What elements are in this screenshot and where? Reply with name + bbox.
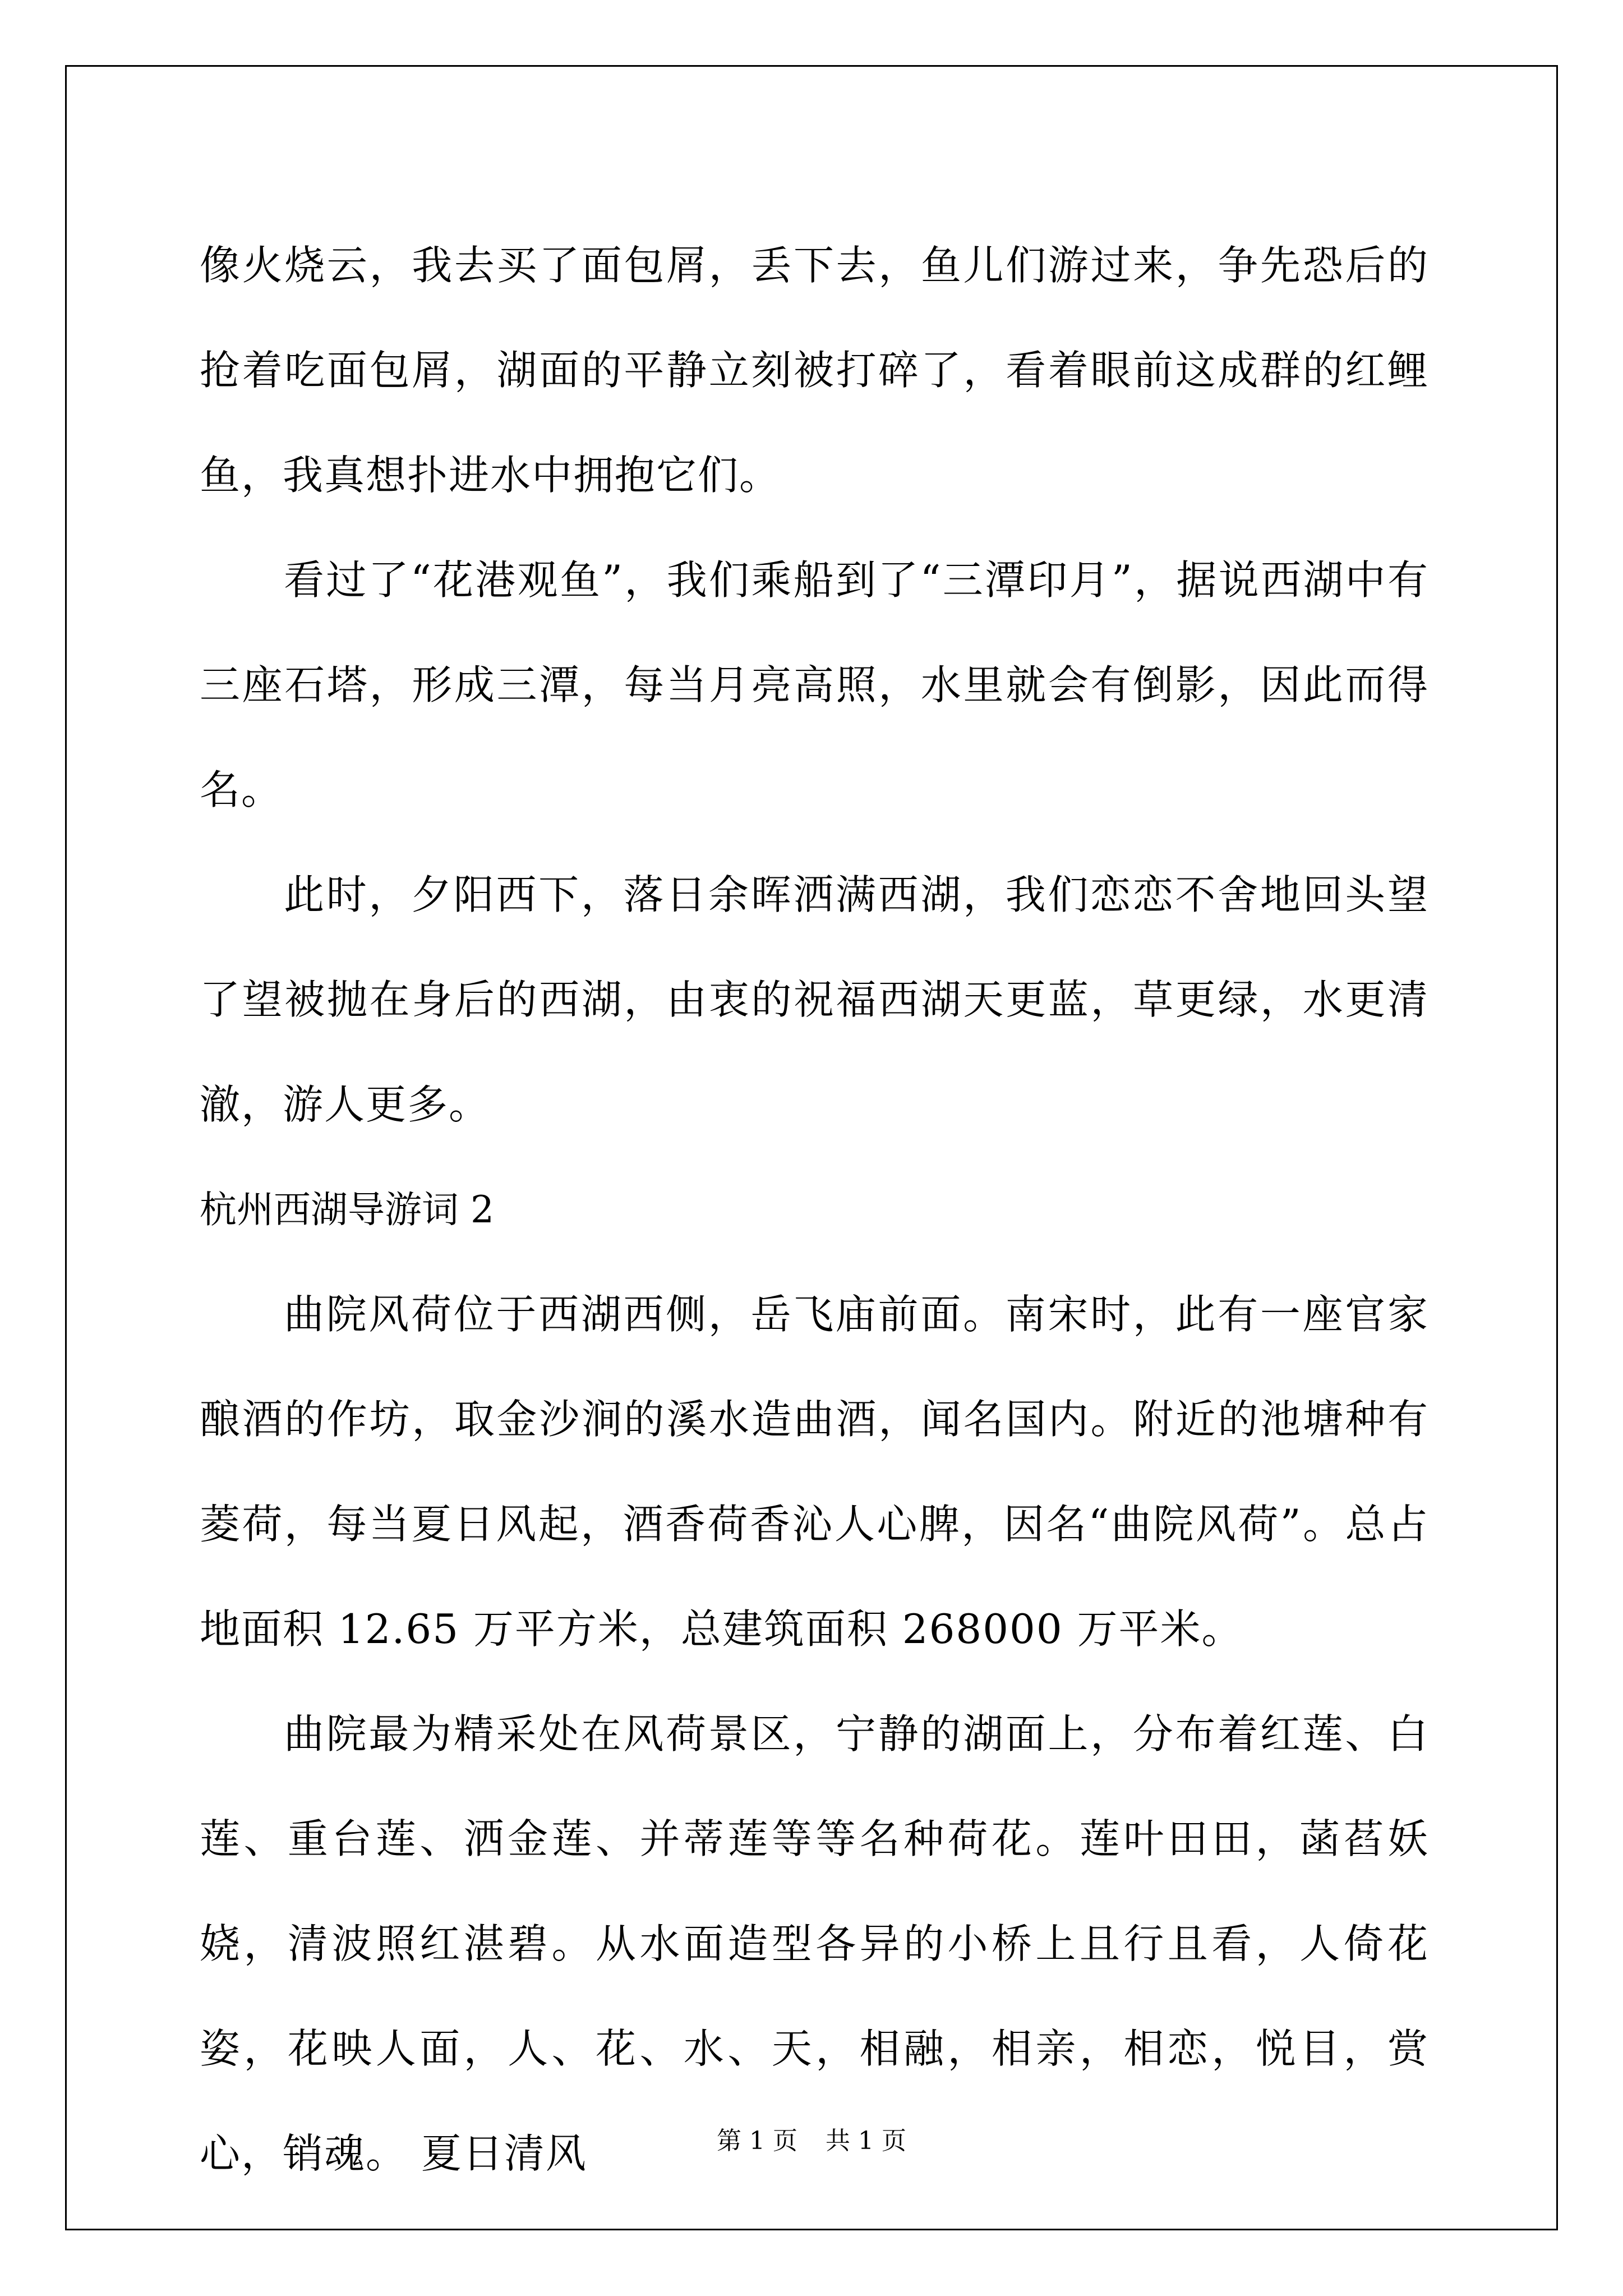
paragraph-1: 像火烧云，我去买了面包屑，丢下去，鱼儿们游过来，争先恐后的抢着吃面包屑，湖面的平静立刻被打碎了，看着眼前这成群的红鲤鱼，我真想扑进水中拥抱它们。 bbox=[200, 242, 1429, 499]
page-footer bbox=[0, 2120, 1623, 2156]
paragraph-3: 此时，夕阳西下，落日余晖洒满西湖，我们恋恋不舍地回头望了望被抛在身后的西湖，由衷的祝福西湖天更蓝，草更绿，水更清澈，游人更多。 bbox=[200, 871, 1429, 1128]
document-body bbox=[200, 213, 1429, 2206]
section-title: 杭州西湖导游词 2 bbox=[200, 1188, 494, 1231]
page-total: 共 1 页 bbox=[826, 2127, 906, 2155]
paragraph-2: 看过了“花港观鱼”，我们乘船到了“三潭印月”，据说西湖中有三座石塔，形成三潭，每当月亮高照，水里就会有倒影，因此而得名。 bbox=[200, 556, 1429, 813]
page-number: 第 1 页 bbox=[717, 2127, 797, 2155]
paragraph-5: 曲院最为精采处在风荷景区，宁静的湖面上，分布着红莲、白莲、重台莲、洒金莲、并蒂莲等等名种荷花。莲叶田田，菡萏妖娆，清波照红湛碧。从水面造型各异的小桥上且行且看，人倚花姿，花映人面，人、花、水、天，相融，相亲，相恋，悦目，赏心，销魂。 夏日清风 bbox=[200, 1710, 1429, 2177]
paragraph-4: 曲院风荷位于西湖西侧，岳飞庙前面。南宋时，此有一座官家酿酒的作坊，取金沙涧的溪水造曲酒，闻名国内。附近的池塘种有菱荷，每当夏日风起，酒香荷香沁人心脾，因名“曲院风荷”。总占地面积 12.65 万平方米，总建筑面积 268000 万平米。 bbox=[200, 1291, 1429, 1653]
